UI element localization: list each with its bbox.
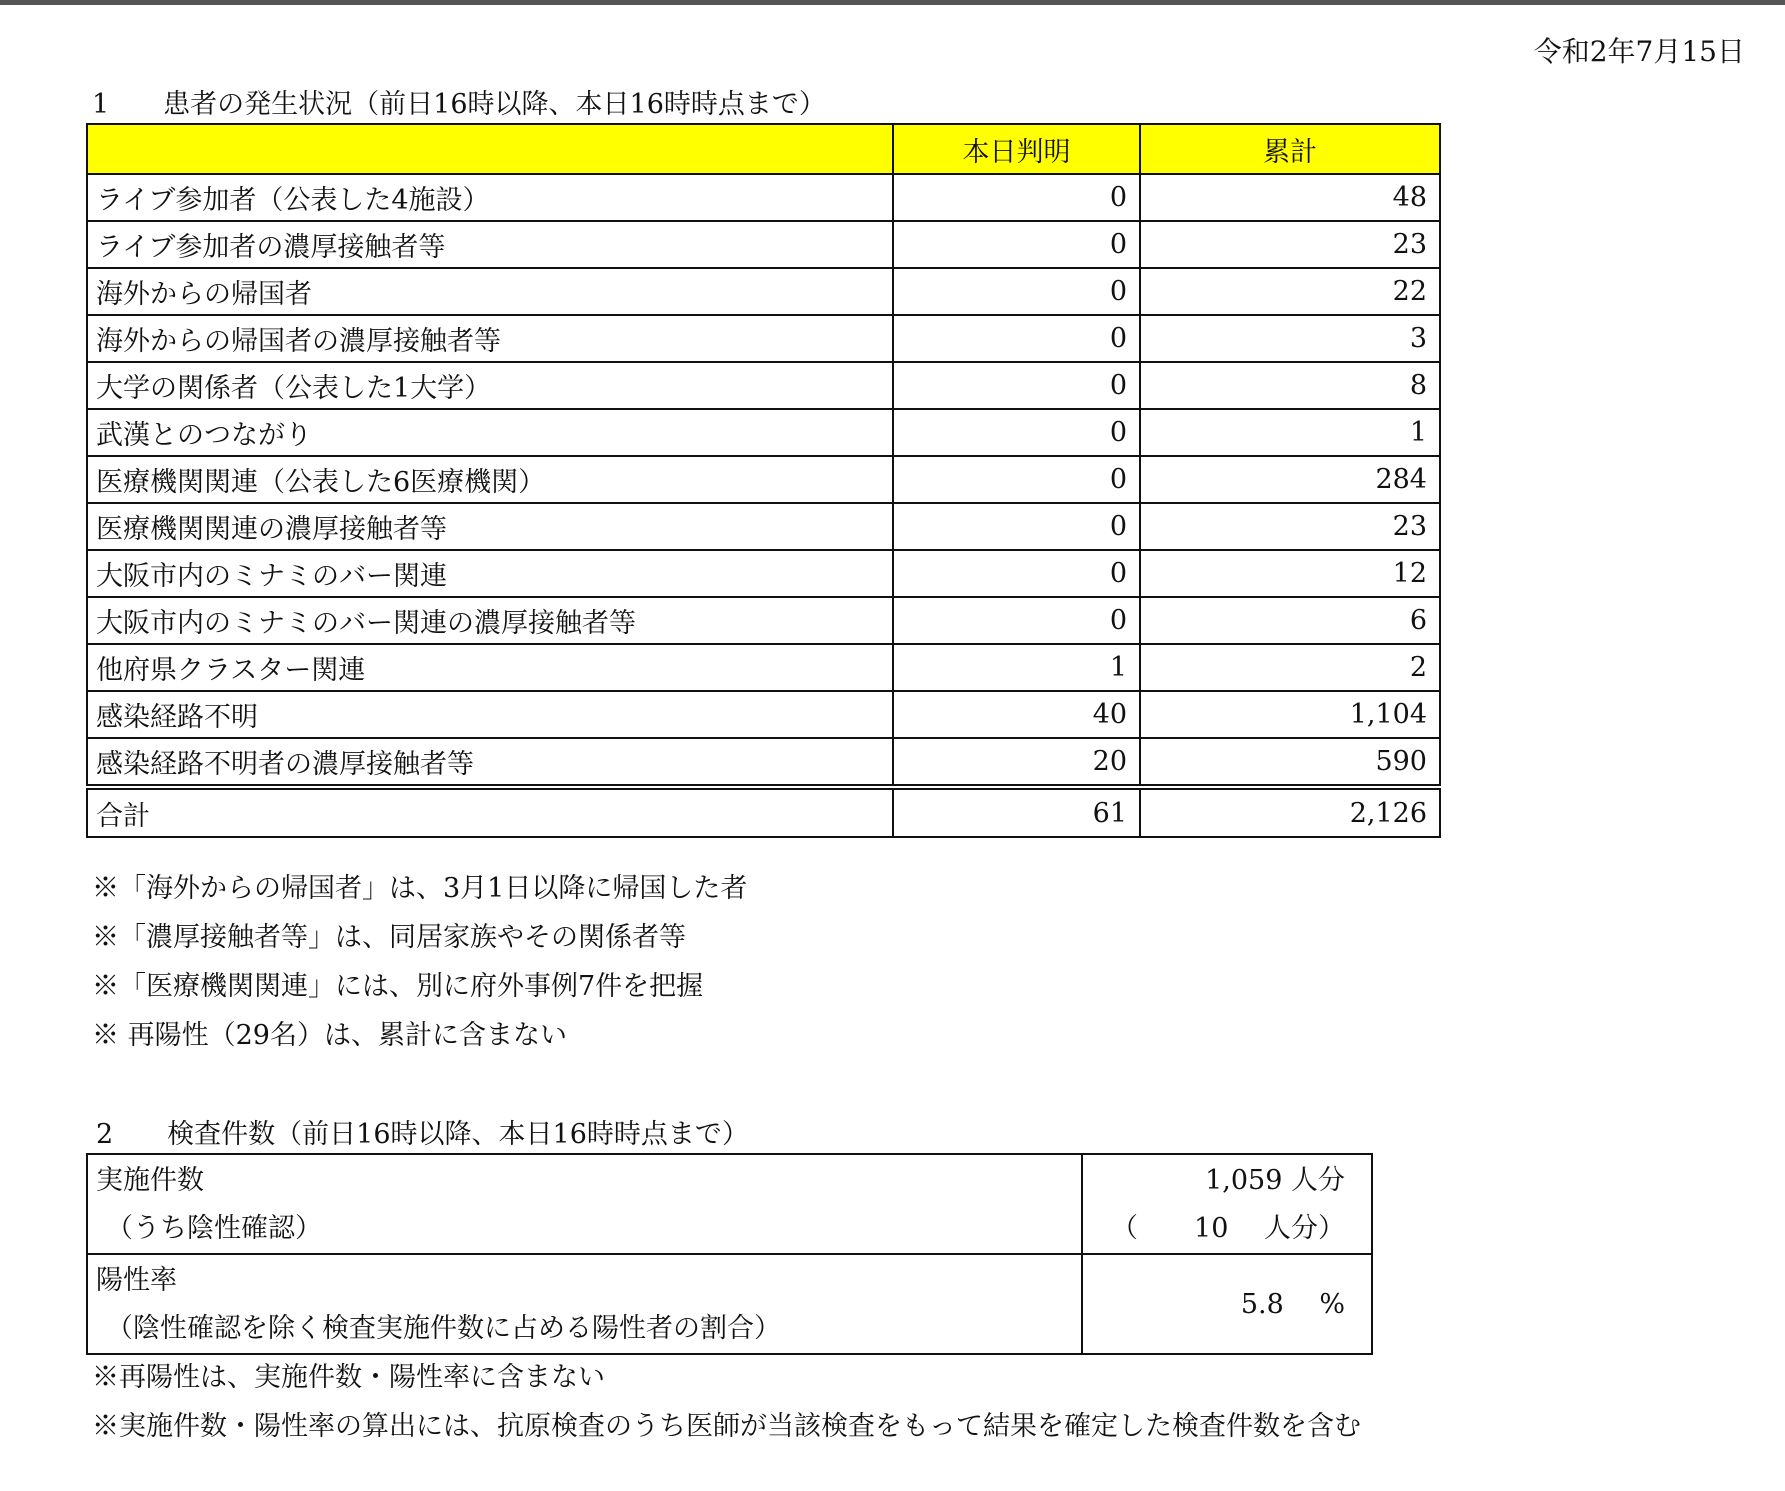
table-row xyxy=(87,268,1440,315)
row-label: 海外からの帰国者の濃厚接触者等 xyxy=(87,315,893,362)
table-row xyxy=(87,503,1440,550)
tests-label: 実施件数 xyxy=(96,1165,204,1196)
rate-value-cell xyxy=(1082,1254,1372,1354)
tests-sub-value: 10 人分） xyxy=(1194,1213,1345,1244)
table-row xyxy=(87,221,1440,268)
tests-row xyxy=(87,1154,1372,1254)
row-label: 感染経路不明 xyxy=(87,691,893,738)
row-cumulative: 1,104 xyxy=(1140,691,1440,738)
row-today: 20 xyxy=(893,738,1140,787)
row-today: 0 xyxy=(893,409,1140,456)
row-today: 0 xyxy=(893,268,1140,315)
row-cumulative: 23 xyxy=(1140,503,1440,550)
row-label: 海外からの帰国者 xyxy=(87,268,893,315)
row-label: 医療機関関連の濃厚接触者等 xyxy=(87,503,893,550)
tests-value-cell xyxy=(1082,1154,1372,1254)
row-cumulative: 590 xyxy=(1140,738,1440,787)
table-row xyxy=(87,738,1440,787)
row-cumulative: 284 xyxy=(1140,456,1440,503)
total-today: 61 xyxy=(893,787,1140,837)
table-header-row xyxy=(87,124,1440,174)
row-label: ライブ参加者（公表した4施設） xyxy=(87,174,893,221)
table-row xyxy=(87,362,1440,409)
row-today: 1 xyxy=(893,644,1140,691)
note-6: ※実施件数・陽性率の算出には、抗原検査のうち医師が当該検査をもって結果を確定した検査件数を含む xyxy=(92,1411,1361,1442)
note-4: ※ 再陽性（29名）は、累計に含まない xyxy=(92,1020,567,1051)
tests-sub-paren: （ xyxy=(1111,1213,1138,1244)
header-total: 累計 xyxy=(1140,124,1440,174)
row-cumulative: 12 xyxy=(1140,550,1440,597)
row-cumulative: 23 xyxy=(1140,221,1440,268)
table-row xyxy=(87,691,1440,738)
tests-value: 1,059 人分 xyxy=(1205,1165,1345,1196)
rate-label: 陽性率 xyxy=(96,1265,177,1296)
header-empty xyxy=(87,124,893,174)
table-row xyxy=(87,174,1440,221)
patient-table xyxy=(86,123,1441,838)
tests-label-cell xyxy=(87,1154,1082,1254)
table-row xyxy=(87,644,1440,691)
row-label: 大学の関係者（公表した1大学） xyxy=(87,362,893,409)
row-label: ライブ参加者の濃厚接触者等 xyxy=(87,221,893,268)
row-label: 感染経路不明者の濃厚接触者等 xyxy=(87,738,893,787)
table-row xyxy=(87,409,1440,456)
row-today: 40 xyxy=(893,691,1140,738)
table-row xyxy=(87,456,1440,503)
row-today: 0 xyxy=(893,221,1140,268)
total-label: 合計 xyxy=(87,787,893,837)
row-today: 0 xyxy=(893,362,1140,409)
row-label: 大阪市内のミナミのバー関連 xyxy=(87,550,893,597)
row-cumulative: 6 xyxy=(1140,597,1440,644)
row-today: 0 xyxy=(893,315,1140,362)
note-2: ※「濃厚接触者等」は、同居家族やその関係者等 xyxy=(92,922,686,953)
table-row xyxy=(87,597,1440,644)
test-table xyxy=(86,1153,1373,1355)
row-cumulative: 22 xyxy=(1140,268,1440,315)
row-today: 0 xyxy=(893,503,1140,550)
note-5: ※再陽性は、実施件数・陽性率に含まない xyxy=(92,1362,605,1393)
row-cumulative: 3 xyxy=(1140,315,1440,362)
rate-sub-label: （陰性確認を除く検査実施件数に占める陽性者の割合） xyxy=(106,1313,781,1344)
row-cumulative: 8 xyxy=(1140,362,1440,409)
row-label: 武漢とのつながり xyxy=(87,409,893,456)
row-cumulative: 48 xyxy=(1140,174,1440,221)
report-date: 令和2年7月15日 xyxy=(1533,35,1745,68)
row-label: 大阪市内のミナミのバー関連の濃厚接触者等 xyxy=(87,597,893,644)
note-1: ※「海外からの帰国者」は、3月1日以降に帰国した者 xyxy=(92,873,748,904)
rate-label-cell xyxy=(87,1254,1082,1354)
row-label: 他府県クラスター関連 xyxy=(87,644,893,691)
row-cumulative: 2 xyxy=(1140,644,1440,691)
tests-sub-value-line xyxy=(1091,1205,1363,1253)
table-row xyxy=(87,550,1440,597)
row-label: 医療機関関連（公表した6医療機関） xyxy=(87,456,893,503)
total-cumulative: 2,126 xyxy=(1140,787,1440,837)
row-today: 0 xyxy=(893,174,1140,221)
row-today: 0 xyxy=(893,456,1140,503)
row-today: 0 xyxy=(893,597,1140,644)
note-3: ※「医療機関関連」には、別に府外事例7件を把握 xyxy=(92,971,704,1002)
table-row xyxy=(87,315,1440,362)
table-total-row xyxy=(87,787,1440,837)
tests-sub-label: （うち陰性確認） xyxy=(106,1213,322,1244)
rate-row xyxy=(87,1254,1372,1354)
section1-title: 1 患者の発生状況（前日16時以降、本日16時時点まで） xyxy=(92,89,826,120)
top-border xyxy=(0,0,1785,5)
rate-value: 5.8 % xyxy=(1240,1289,1345,1320)
row-today: 0 xyxy=(893,550,1140,597)
header-today: 本日判明 xyxy=(893,124,1140,174)
row-cumulative: 1 xyxy=(1140,409,1440,456)
section2-title: 2 検査件数（前日16時以降、本日16時時点まで） xyxy=(96,1119,749,1150)
